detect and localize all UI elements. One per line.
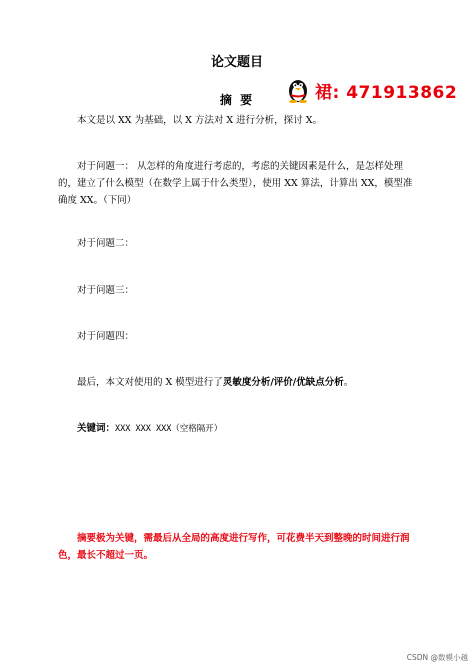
- abstract-heading: 摘 要: [219, 93, 255, 107]
- problem-one-paragraph: 对于问题一： 从怎样的角度进行考虑的，考虑的关键因素是什么，是怎样处理的，建立了什么模型（在数学上属于什么类型），使用 XX 算法，计算出 XX，模型准确度 XX。（下同）: [58, 161, 413, 206]
- conclusion-paragraph: [58, 374, 420, 391]
- conclusion-suffix: 。: [343, 377, 354, 388]
- keywords-label: 关键词：: [77, 423, 116, 434]
- keywords-values: XXX XXX XXX（空格隔开）: [115, 424, 223, 434]
- conclusion-analysis: 灵敏度分析/评价/优缺点分析: [222, 377, 344, 388]
- contact-number: 裙: 471913862: [315, 82, 458, 103]
- problem-four-paragraph: 对于问题四：: [77, 331, 135, 342]
- problem-two-paragraph: 对于问题二：: [77, 238, 135, 249]
- writing-tip-note: 摘要极为关键，需最后从全局的高度进行写作，可花费半天到整晚的时间进行润色，最长不超过一页。: [58, 533, 410, 561]
- abstract-intro: 本文是以 XX 为基础，以 X 方法对 X 进行分析，探讨 X。: [77, 115, 322, 126]
- source-footer: CSDN @数模小越: [406, 653, 468, 662]
- conclusion-prefix: 最后，本文对使用的 X 模型进行了: [77, 377, 223, 388]
- paper-title: 论文题目: [210, 55, 263, 70]
- keywords-line: [58, 420, 420, 438]
- problem-three-paragraph: 对于问题三：: [77, 285, 135, 296]
